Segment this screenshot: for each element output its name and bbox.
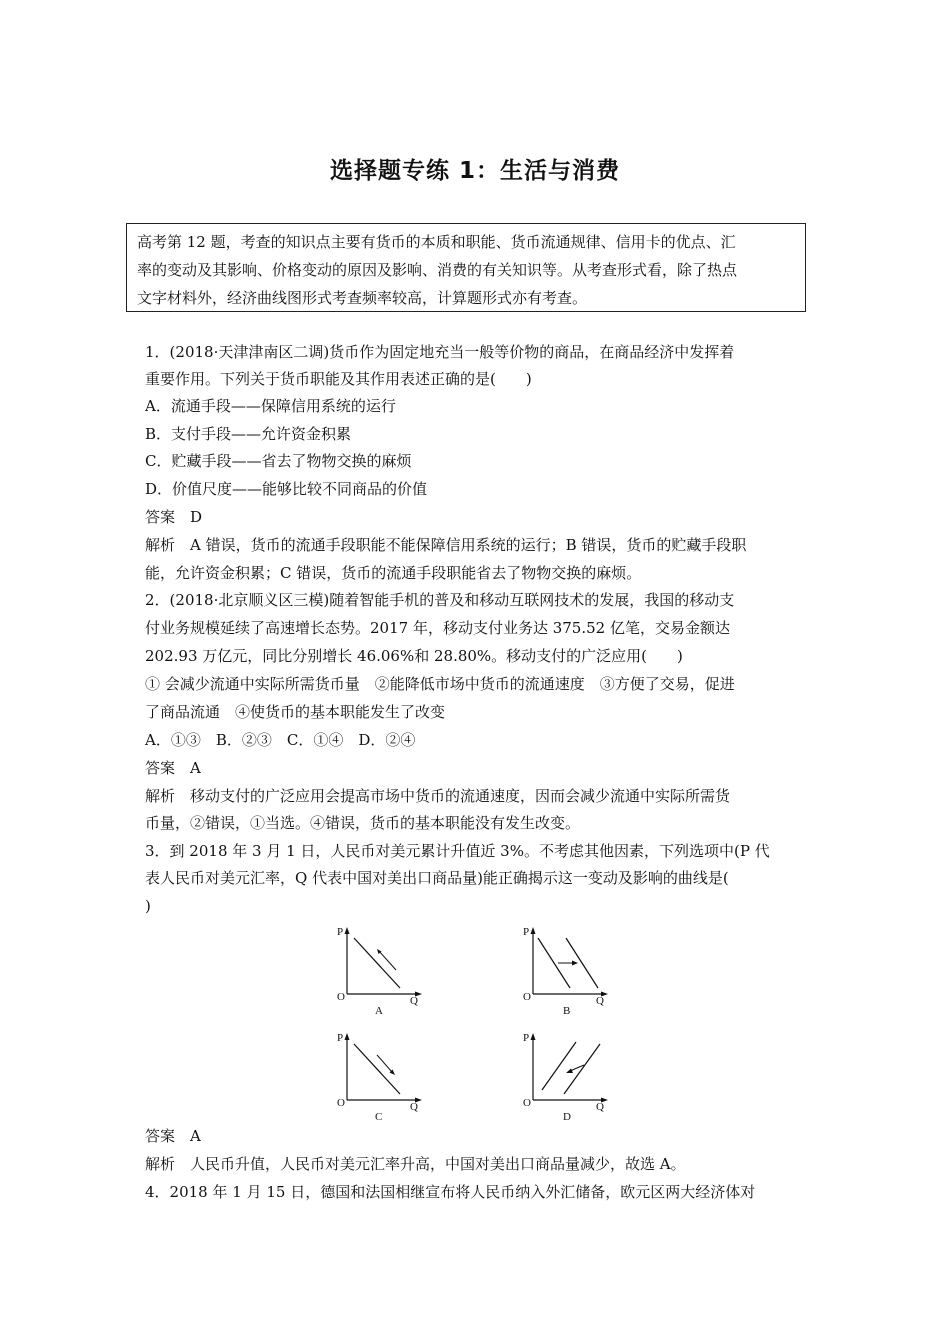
q1-explanation: 能，允许资金积累；C 错误，货币的流通手段职能省去了物物交换的麻烦。 [145,564,642,582]
axis-p-label: P [523,1032,530,1044]
q3-answer: 答案 A [145,1127,201,1145]
q3-stem: 3．到 2018 年 3 月 1 日，人民币对美元累计升值近 3%。不考虑其他因素，下列选项中(P 代 [145,842,770,860]
q2-explanation: 解析 移动支付的广泛应用会提高市场中货币的流通速度，因而会减少流通中实际所需货 [145,787,731,805]
graph-d-label: D [563,1111,571,1120]
demand-curve [354,938,400,988]
q3-explanation: 解析 人民币升值，人民币对美元汇率升高，中国对美出口商品量减少，故选 A。 [145,1155,686,1173]
origin-label: O [523,991,531,1003]
q1-stem: 1．(2018·天津津南区二调)货币作为固定地充当一般等价物的商品，在商品经济中发挥着 [145,343,735,361]
q2-statements: 了商品流通 ④使货币的基本职能发生了改变 [145,703,446,721]
shift-arrow [377,1055,392,1072]
intro-line: 率的变动及其影响、价格变动的原因及影响、消费的有关知识等。从考查形式看，除了热点 [137,261,738,279]
q1-explanation: 解析 A 错误，货币的流通手段职能不能保障信用系统的运行；B 错误，货币的贮藏手段职 [145,536,747,554]
origin-label: O [337,991,345,1003]
axis-q-label: Q [410,995,418,1007]
graph-d [518,1028,618,1120]
q2-stem: 202.93 万亿元，同比分别增长 46.06%和 28.80%。移动支付的广泛应用( ) [145,647,683,665]
q4-stem: 4．2018 年 1 月 15 日，德国和法国相继宣布将人民币纳入外汇储备，欧元区两大经济体对 [145,1183,756,1201]
axis-q-label: Q [596,1101,604,1113]
intro-box [126,223,806,312]
demand-curve [354,1044,400,1094]
origin-label: O [337,1097,345,1109]
q1-option-d: D．价值尺度——能够比较不同商品的价值 [145,480,428,498]
curve-1 [542,1042,576,1090]
q1-option-a: A．流通手段——保障信用系统的运行 [145,397,396,415]
q2-stem: 2．(2018·北京顺义区三模)随着智能手机的普及和移动互联网技术的发展，我国的移动支 [145,591,735,609]
q3-stem: ) [145,897,151,915]
graph-c-label: C [375,1111,383,1120]
intro-line: 文字材料外，经济曲线图形式考查频率较高，计算题形式亦有考查。 [137,289,588,307]
intro-line: 高考第 12 题，考查的知识点主要有货币的本质和职能、货币流通规律、信用卡的优点、汇 [137,233,736,251]
graph-a [332,922,432,1014]
graph-b [518,922,618,1014]
q1-stem: 重要作用。下列关于货币职能及其作用表述正确的是( ) [145,370,532,388]
q1-option-b: B．支付手段——允许资金积累 [145,425,352,443]
origin-label: O [523,1097,531,1109]
page-title: 选择题专练 1：生活与消费 [329,158,620,184]
graph-b-label: B [563,1005,571,1014]
graph-c [332,1028,432,1120]
q2-explanation: 币量，②错误，①当选。④错误，货币的基本职能没有发生改变。 [145,814,581,832]
axis-p-label: P [523,926,530,938]
q3-stem: 表人民币对美元汇率，Q 代表中国对美出口商品量)能正确揭示这一变动及影响的曲线是( [145,869,729,887]
q1-option-c: C．贮藏手段——省去了物物交换的麻烦 [145,452,412,470]
q2-options: A．①③ B．②③ C．①④ D．②④ [145,731,416,749]
q2-stem: 付业务规模延续了高速增长态势。2017 年，移动支付业务达 375.52 亿笔，交易金额达 [145,619,730,637]
axis-p-label: P [337,1032,344,1044]
axis-q-label: Q [596,995,604,1007]
graph-a-label: A [375,1005,383,1014]
q2-statements: ① 会减少流通中实际所需货币量 ②能降低市场中货币的流通速度 ③方便了交易，促进 [145,675,735,693]
axis-p-label: P [337,926,344,938]
q1-answer: 答案 D [145,508,203,526]
axis-q-label: Q [410,1101,418,1113]
q2-answer: 答案 A [145,759,201,777]
